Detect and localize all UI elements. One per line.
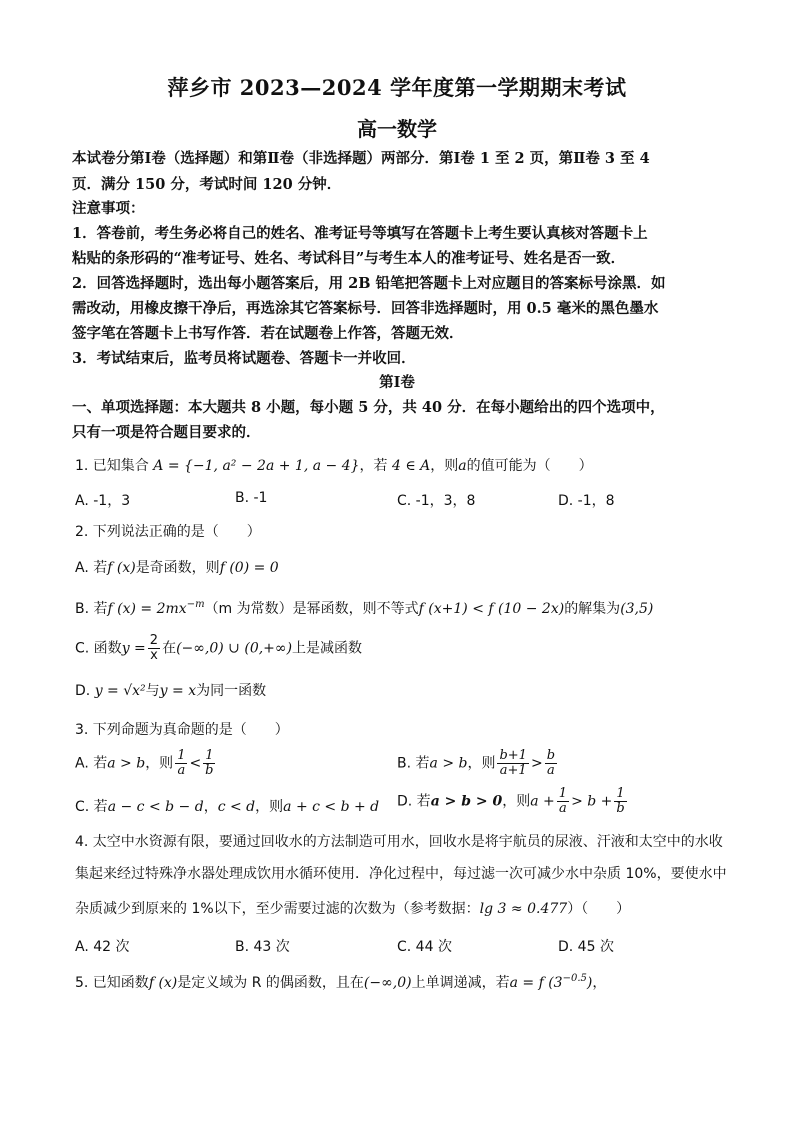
- q4-option-a: A. 42 次: [75, 939, 130, 955]
- notes-heading: 注意事项：: [72, 200, 145, 217]
- q1-option-c: C. -1，3，8: [397, 493, 476, 509]
- q2-option-d: D. y = √x²与y = x为同一函数: [75, 683, 267, 699]
- note-3: 3．考试结束后，监考员将试题卷、答题卡一并收回．: [72, 350, 416, 367]
- q3-option-c: C. 若a − c < b − d，c < d，则a + c < b + d: [75, 799, 380, 815]
- note-1a: 1．答卷前，考生务必将自己的姓名、准考证号等填写在答题卡上考生要认真核对答题卡上: [72, 225, 648, 242]
- note-2b: 需改动，用橡皮擦干净后，再选涂其它答案标号．回答非选择题时，用 0.5 毫米的黑色墨水: [72, 300, 659, 317]
- question-2-stem: 2. 下列说法正确的是（ ）: [75, 524, 261, 540]
- q1-option-a: A. -1，3: [75, 493, 131, 509]
- question-3-stem: 3. 下列命题为真命题的是（ ）: [75, 722, 289, 738]
- q2-option-c: C. 函数y = $\frac{2}{x}$ 在(−∞,0) ∪ (0,+∞)上是减函数: [75, 633, 363, 663]
- q1-set-expression: A = {−1, a² − 2a + 1, a − 4}: [153, 458, 360, 474]
- note-1b: 粘贴的条形码的“准考证号、姓名、考试科目”与考生本人的准考证号、姓名是否一致．: [72, 250, 626, 267]
- q1-option-b: B. -1: [235, 490, 268, 506]
- q2-option-b: B. 若f $(x) = 2mx^{-m}(m$ 为常数）是幂函数，则不等式f (x+1) < f (10 − 2x)的解集为(3,5): [75, 599, 654, 617]
- question-4-line-3: 杂质减少到原来的 1%以下，至少需要过滤的次数为（参考数据：lg 3 ≈ 0.477）（ ）: [75, 901, 631, 917]
- intro-line-1: 本试卷分第Ⅰ卷（选择题）和第Ⅱ卷（非选择题）两部分．第Ⅰ卷 1 至 2 页，第Ⅱ卷 3 至 4: [72, 150, 650, 167]
- part-one-heading: 第Ⅰ卷: [379, 374, 415, 391]
- exam-title: 萍乡市 2023—2024 学年度第一学期期末考试: [167, 75, 627, 100]
- question-4-line-1: 4. 太空中水资源有限，要通过回收水的方法制造可用水，回收水是将宇航员的尿液、汗液和太空中的水收: [75, 834, 723, 850]
- q3-option-b: B. 若a > b，则 $\frac{b+1}{a+1}$ > $\frac{b}{a}$: [397, 748, 556, 778]
- q3-option-d: D. 若a > b > 0，则a + $\frac{1}{a}$ > b + $\frac{1}{b}$: [397, 786, 625, 816]
- section-one-heading-b: 只有一项是符合题目要求的．: [72, 424, 261, 441]
- note-2a: 2．回答选择题时，选出每小题答案后，用 2B 铅笔把答题卡上对应题目的答案标号涂黑．如: [72, 275, 666, 292]
- question-4-line-2: 集起来经过特殊净水器处理成饮用水循环使用．净化过程中，每过滤一次可减少水中杂质 10%，要使水中: [75, 866, 727, 882]
- q2-c-fraction: $\frac{2}{x}$: [149, 633, 159, 663]
- q4-option-b: B. 43 次: [235, 939, 290, 955]
- q1-option-d: D. -1，8: [558, 493, 615, 509]
- intro-line-2: 页．满分 150 分，考试时间 120 分钟．: [72, 176, 342, 193]
- q4-option-d: D. 45 次: [558, 939, 614, 955]
- q4-option-c: C. 44 次: [397, 939, 452, 955]
- question-1-stem: 1. 已知集合 A = {−1, a² − 2a + 1, a − 4}，若 4 ∈ A，则a的值可能为（ ）: [75, 458, 593, 474]
- q3-option-a: A. 若a > b，则 $\frac{1}{a}$ < $\frac{1}{b}$: [75, 748, 214, 778]
- note-2c: 签字笔在答题卡上书写作答．若在试题卷上作答，答题无效．: [72, 325, 464, 342]
- section-one-heading-a: 一、单项选择题：本大题共 8 小题，每小题 5 分，共 40 分．在每小题给出的四个选项中，: [72, 399, 665, 416]
- question-5-stem: 5. 已知函数f (x)是定义域为 R 的偶函数，且在(−∞,0)上单调递减，若a = f $(3^{-0.5})$，: [75, 973, 607, 991]
- q2-option-a: A. 若f (x)是奇函数，则f (0) = 0: [75, 560, 279, 576]
- exam-subject: 高一数学: [357, 117, 437, 141]
- q1-condition: 4 ∈ A: [391, 458, 431, 474]
